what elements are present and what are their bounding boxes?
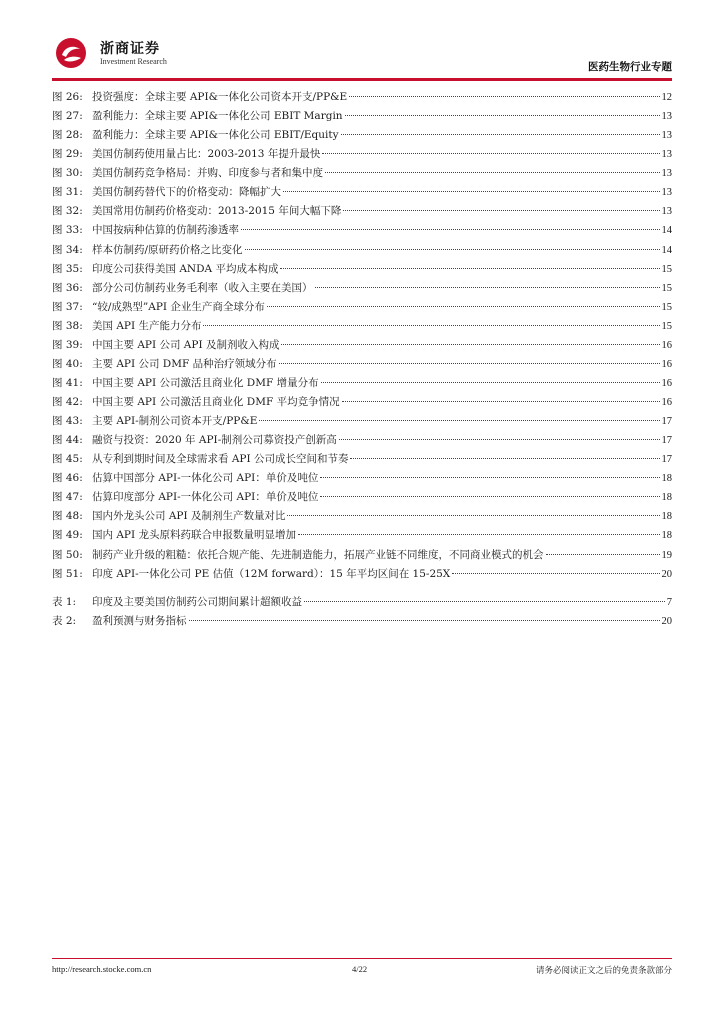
figure-toc-entry[interactable] bbox=[52, 394, 672, 413]
entry-label: 图 51: bbox=[52, 567, 83, 580]
entry-title: 从专利到期时间及全球需求看 API 公司成长空间和节奏 bbox=[92, 453, 349, 466]
entry-title: 盈利能力：全球主要 API&一体化公司 EBIT Margin bbox=[92, 110, 343, 123]
entry-title: 印度公司获得美国 ANDA 平均成本构成 bbox=[92, 262, 279, 275]
entry-label: 图 43: bbox=[52, 415, 83, 428]
entry-title: 估算印度部分 API-一体化公司 API：单价及吨位 bbox=[92, 491, 319, 504]
entry-label: 图 46: bbox=[52, 472, 83, 485]
table-toc-entry[interactable] bbox=[52, 613, 672, 632]
entry-page-number: 13 bbox=[661, 206, 672, 218]
figure-toc-entry[interactable] bbox=[52, 547, 672, 566]
figure-toc-entry[interactable] bbox=[52, 165, 672, 184]
figure-toc-entry[interactable] bbox=[52, 108, 672, 127]
entry-label: 图 34: bbox=[52, 243, 83, 256]
figure-toc-entry[interactable] bbox=[52, 451, 672, 470]
dot-leader bbox=[350, 458, 659, 459]
entry-label: 图 41: bbox=[52, 376, 83, 389]
figure-toc-entry[interactable] bbox=[52, 242, 672, 261]
entry-label: 图 39: bbox=[52, 338, 83, 351]
dot-leader bbox=[245, 249, 660, 250]
entry-title: 美国 API 生产能力分布 bbox=[92, 319, 202, 332]
disclaimer-note: 请务必阅读正文之后的免责条款部分 bbox=[535, 966, 672, 976]
entry-label: 图 48: bbox=[52, 510, 83, 523]
entry-page-number: 18 bbox=[661, 492, 672, 504]
figure-toc-entry[interactable] bbox=[52, 356, 672, 375]
figure-toc-entry[interactable] bbox=[52, 566, 672, 585]
dot-leader bbox=[320, 477, 659, 478]
entry-page-number: 20 bbox=[661, 615, 672, 627]
entry-title: 美国常用仿制药价格变动：2013-2015 年间大幅下降 bbox=[92, 205, 342, 218]
dot-leader bbox=[452, 573, 659, 574]
logo-icon bbox=[54, 36, 88, 70]
footer-divider bbox=[52, 958, 672, 959]
entry-title: 样本仿制药/原研药价格之比变化 bbox=[92, 243, 243, 256]
entry-label: 表 1: bbox=[52, 595, 77, 608]
entry-title: 中国主要 API 公司 API 及制剂收入构成 bbox=[92, 338, 280, 351]
dot-leader bbox=[280, 268, 659, 269]
entry-page-number: 16 bbox=[661, 358, 672, 370]
dot-leader bbox=[279, 363, 660, 364]
entry-title: 部分公司仿制药业务毛利率（收入主要在美国） bbox=[92, 281, 313, 294]
figure-toc-entry[interactable] bbox=[52, 489, 672, 508]
entry-page-number: 13 bbox=[661, 130, 672, 142]
dot-leader bbox=[343, 210, 659, 211]
entry-title: 美国仿制药使用量占比：2003-2013 年提升最快 bbox=[92, 148, 321, 161]
entry-page-number: 17 bbox=[661, 435, 672, 447]
figure-toc-entry[interactable] bbox=[52, 432, 672, 451]
dot-leader bbox=[287, 515, 659, 516]
figure-toc-entry[interactable] bbox=[52, 413, 672, 432]
entry-label: 图 36: bbox=[52, 281, 83, 294]
dot-leader bbox=[304, 601, 665, 602]
entry-label: 图 31: bbox=[52, 186, 83, 199]
figure-toc-entry[interactable] bbox=[52, 89, 672, 108]
figure-toc-entry[interactable] bbox=[52, 299, 672, 318]
entry-title: 盈利预测与财务指标 bbox=[92, 614, 187, 627]
entry-title: 估算中国部分 API-一体化公司 API：单价及吨位 bbox=[92, 472, 319, 485]
figure-toc-entry[interactable] bbox=[52, 527, 672, 546]
entry-title: 中国主要 API 公司激活且商业化 DMF 增量分布 bbox=[92, 376, 319, 389]
entry-title: 中国主要 API 公司激活且商业化 DMF 平均竞争情况 bbox=[92, 396, 340, 408]
dot-leader bbox=[341, 134, 660, 135]
entry-label: 表 2: bbox=[52, 614, 77, 627]
table-toc-entry[interactable] bbox=[52, 594, 672, 613]
figure-list bbox=[52, 89, 672, 585]
entry-label: 图 40: bbox=[52, 357, 83, 370]
entry-label: 图 37: bbox=[52, 300, 83, 313]
entry-page-number: 13 bbox=[661, 149, 672, 161]
dot-leader bbox=[342, 401, 660, 402]
dot-leader bbox=[325, 172, 660, 173]
entry-page-number: 15 bbox=[661, 320, 672, 332]
dot-leader bbox=[267, 306, 660, 307]
entry-title: 美国仿制药竞争格局：并购、印度参与者和集中度 bbox=[92, 167, 323, 180]
dot-leader bbox=[283, 191, 660, 192]
figure-toc-entry[interactable] bbox=[52, 184, 672, 203]
figure-toc-entry[interactable] bbox=[52, 261, 672, 280]
entry-page-number: 20 bbox=[661, 568, 672, 580]
entry-page-number: 17 bbox=[661, 454, 672, 466]
entry-label: 图 38: bbox=[52, 319, 83, 332]
dot-leader bbox=[349, 96, 659, 97]
dot-leader bbox=[546, 554, 660, 555]
footer-url[interactable]: http://research.stocke.com.cn bbox=[52, 964, 152, 974]
entry-page-number: 16 bbox=[661, 339, 672, 351]
entry-label: 图 35: bbox=[52, 262, 83, 275]
entry-page-number: 16 bbox=[661, 377, 672, 389]
header-divider bbox=[52, 78, 672, 81]
entry-label: 图 45: bbox=[52, 453, 83, 466]
entry-page-number: 13 bbox=[661, 111, 672, 123]
report-type-title: 医药生物行业专题 bbox=[588, 61, 672, 73]
dot-leader bbox=[320, 496, 659, 497]
dot-leader bbox=[189, 620, 660, 621]
entry-page-number: 14 bbox=[661, 225, 672, 237]
entry-label: 图 30: bbox=[52, 167, 83, 180]
dot-leader bbox=[315, 287, 660, 288]
figure-toc-entry[interactable] bbox=[52, 375, 672, 394]
entry-title: 主要 API-制剂公司资本开支/PP&E bbox=[92, 415, 258, 428]
dot-leader bbox=[322, 153, 659, 154]
entry-label: 图 44: bbox=[52, 434, 83, 447]
figure-toc-entry[interactable] bbox=[52, 337, 672, 356]
entry-page-number: 12 bbox=[661, 92, 672, 103]
entry-page-number: 15 bbox=[661, 282, 672, 294]
brand-name-en: Investment Research bbox=[100, 57, 167, 66]
figure-toc-entry[interactable] bbox=[52, 318, 672, 337]
entry-label: 图 47: bbox=[52, 491, 83, 504]
figure-toc-entry[interactable] bbox=[52, 127, 672, 146]
dot-leader bbox=[321, 382, 660, 383]
entry-page-number: 16 bbox=[661, 397, 672, 408]
dot-leader bbox=[203, 325, 659, 326]
entry-page-number: 13 bbox=[661, 187, 672, 199]
figure-toc-entry[interactable] bbox=[52, 280, 672, 299]
figure-toc-entry[interactable] bbox=[52, 508, 672, 527]
entry-label: 图 32: bbox=[52, 205, 83, 218]
entry-title: 融资与投资：2020 年 API-制剂公司募资投产创新高 bbox=[92, 434, 337, 447]
table-of-contents bbox=[52, 89, 672, 632]
figure-toc-entry[interactable] bbox=[52, 222, 672, 241]
entry-title: 美国仿制药替代下的价格变动：降幅扩大 bbox=[92, 186, 281, 199]
entry-label: 图 42: bbox=[52, 396, 83, 408]
entry-label: 图 50: bbox=[52, 548, 83, 561]
dot-leader bbox=[241, 229, 660, 230]
dot-leader bbox=[345, 115, 660, 116]
entry-title: 国内外龙头公司 API 及制剂生产数量对比 bbox=[92, 510, 286, 523]
entry-title: 印度及主要美国仿制药公司期间累计超额收益 bbox=[92, 595, 302, 608]
entry-title: 印度 API-一体化公司 PE 估值（12M forward）：15 年平均区间在 15-25X bbox=[92, 567, 451, 580]
brand-name-cn: 浙商证券 bbox=[100, 41, 160, 57]
entry-label: 图 29: bbox=[52, 148, 83, 161]
entry-page-number: 17 bbox=[661, 416, 672, 428]
entry-page-number: 18 bbox=[661, 511, 672, 523]
entry-label: 图 28: bbox=[52, 129, 83, 142]
table-list bbox=[52, 594, 672, 632]
figure-toc-entry[interactable] bbox=[52, 203, 672, 222]
dot-leader bbox=[298, 534, 660, 535]
dot-leader bbox=[281, 344, 659, 345]
entry-page-number: 13 bbox=[661, 168, 672, 180]
entry-page-number: 15 bbox=[661, 263, 672, 275]
figure-toc-entry[interactable] bbox=[52, 146, 672, 165]
page-header bbox=[52, 34, 672, 78]
entry-title: 中国按病种估算的仿制药渗透率 bbox=[92, 224, 239, 237]
section-gap bbox=[52, 585, 672, 594]
entry-page-number: 18 bbox=[661, 530, 672, 542]
page-footer bbox=[52, 964, 672, 978]
entry-title: 主要 API 公司 DMF 品种治疗领域分布 bbox=[92, 357, 277, 370]
figure-toc-entry[interactable] bbox=[52, 470, 672, 489]
page-number: 4/22 bbox=[352, 964, 368, 974]
entry-page-number: 18 bbox=[661, 473, 672, 485]
dot-leader bbox=[339, 439, 660, 440]
entry-title: 盈利能力：全球主要 API&一体化公司 EBIT/Equity bbox=[92, 129, 339, 142]
entry-title: 制药产业升级的粗糙：依托合规产能、先进制造能力，拓展产业链不同维度，不同商业模式的机会 bbox=[92, 548, 544, 561]
entry-title: “较/成熟型”API 企业生产商全球分布 bbox=[92, 300, 265, 313]
entry-title: 国内 API 龙头原料药联合申报数量明显增加 bbox=[92, 529, 296, 542]
entry-page-number: 15 bbox=[661, 301, 672, 313]
entry-label: 图 26: bbox=[52, 91, 83, 103]
entry-label: 图 27: bbox=[52, 110, 83, 123]
dot-leader bbox=[259, 420, 659, 421]
entry-page-number: 7 bbox=[666, 596, 672, 608]
entry-page-number: 19 bbox=[661, 549, 672, 561]
entry-title: 投资强度：全球主要 API&一体化公司资本开支/PP&E bbox=[92, 91, 348, 103]
entry-label: 图 33: bbox=[52, 224, 83, 237]
entry-label: 图 49: bbox=[52, 529, 83, 542]
entry-page-number: 14 bbox=[661, 244, 672, 256]
